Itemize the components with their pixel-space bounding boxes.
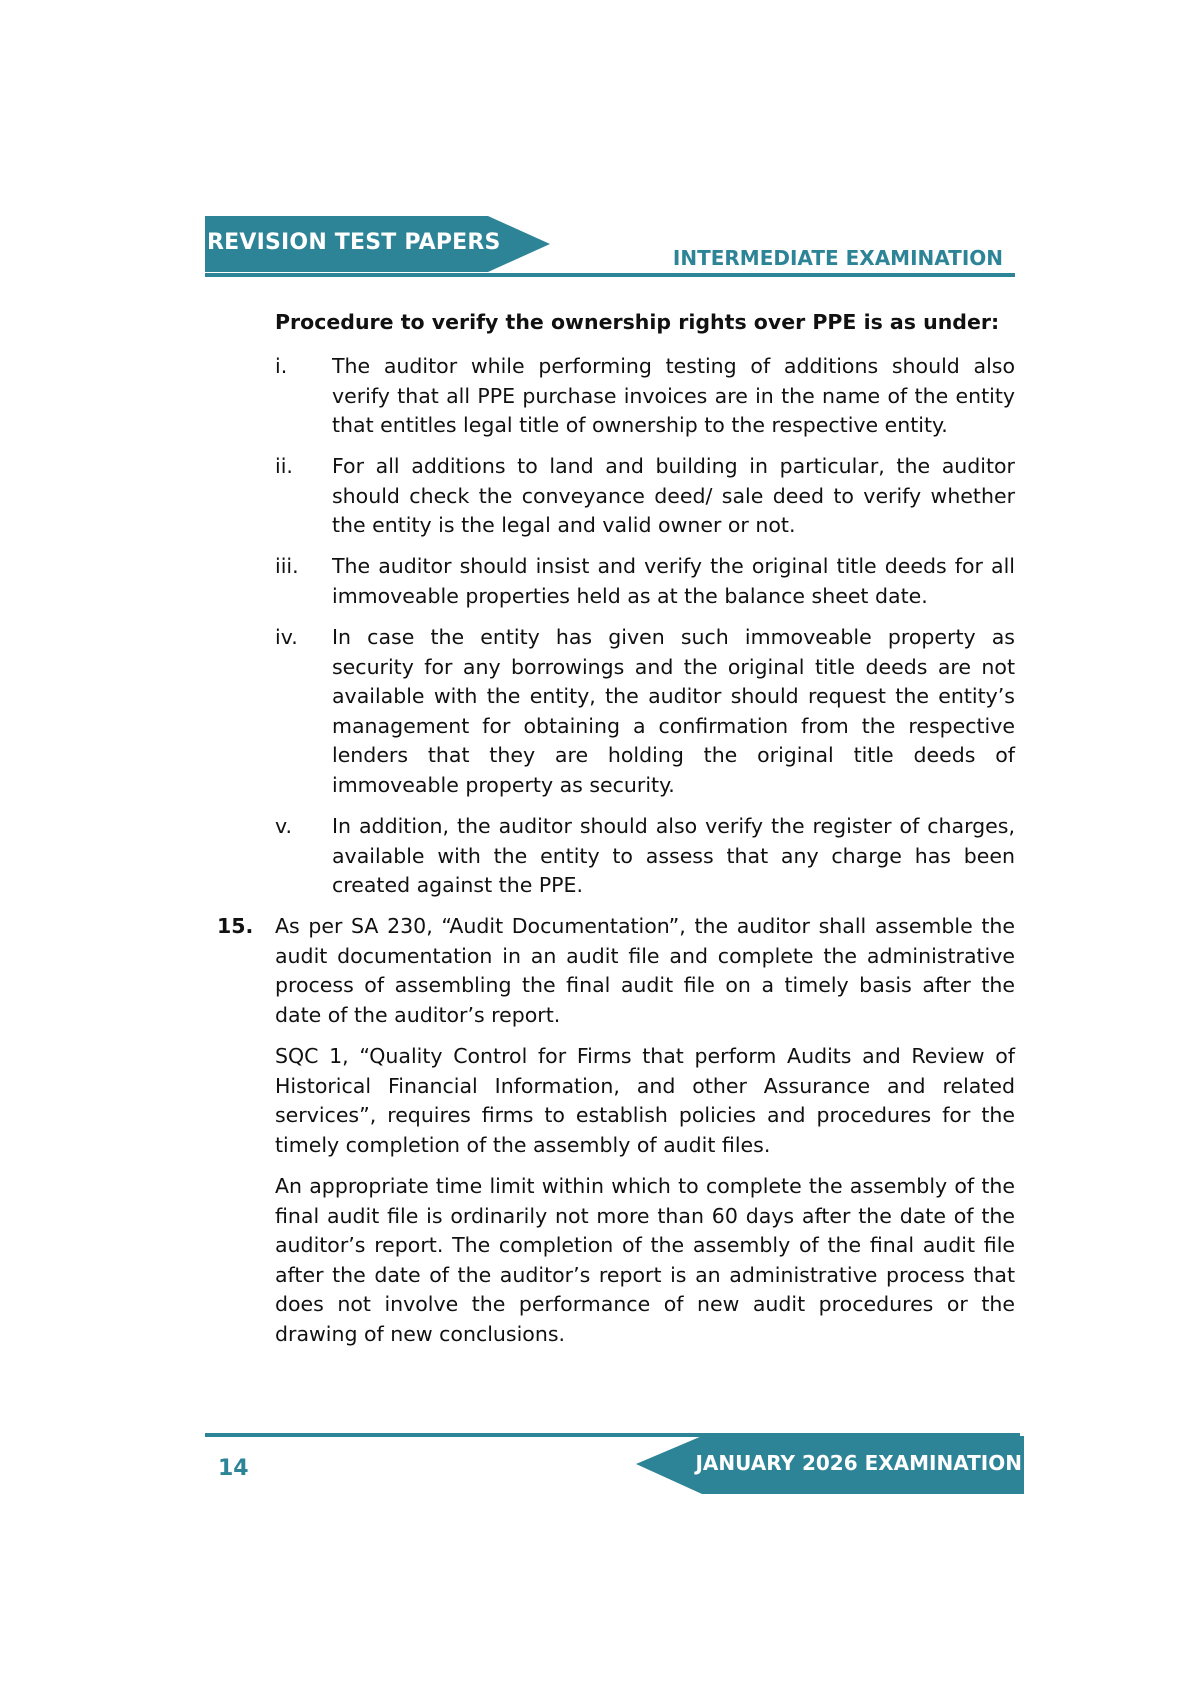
question-number: 15. <box>217 914 254 938</box>
procedure-item-number: iv. <box>275 625 298 649</box>
header-exam-label: INTERMEDIATE EXAMINATION <box>672 246 1003 270</box>
procedure-item <box>275 812 1015 901</box>
footer-exam-label: JANUARY 2026 EXAMINATION <box>695 1451 1022 1475</box>
procedure-item <box>275 352 1015 441</box>
procedure-item <box>275 452 1015 541</box>
question-paragraph: An appropriate time limit within which to complete the assembly of the final audit file is ordinarily not more than 60 days after the date of the auditor’s report. The completion of the assembly of the final audit file after the date of the auditor’s report is an administrative process that does not involve the performance of new audit procedures or the drawing of new conclusions. <box>275 1174 1015 1346</box>
procedure-item-text: For all additions to land and building in particular, the auditor should check the conveyance deed/ sale deed to verify whether the entity is the legal and valid owner or not. <box>332 454 1015 537</box>
procedure-title: Procedure to verify the ownership rights over PPE is as under: <box>275 310 1000 334</box>
question-paragraph: As per SA 230, “Audit Documentation”, the auditor shall assemble the audit documentation in an audit file and complete the administrative process of assembling the final audit file on a timely basis after the date of the auditor’s report. <box>275 914 1015 1027</box>
procedure-item <box>275 552 1015 611</box>
procedure-item-number: ii. <box>275 454 293 478</box>
procedure-item <box>275 623 1015 800</box>
page-number: 14 <box>218 1456 249 1481</box>
question-paragraph: SQC 1, “Quality Control for Firms that perform Audits and Review of Historical Financial Information, and other Assurance and related services”, requires firms to establish policies and procedures for the timely completion of the assembly of audit files. <box>275 1044 1015 1157</box>
procedure-item-text: The auditor while performing testing of additions should also verify that all PPE purchase invoices are in the name of the entity that entitles legal title of ownership to the respective entity. <box>332 354 1015 437</box>
question-15 <box>217 912 1015 1030</box>
header-banner <box>205 216 550 276</box>
procedure-item-text: The auditor should insist and verify the original title deeds for all immoveable properties held as at the balance sheet date. <box>332 554 1015 608</box>
footer-banner <box>636 1434 1024 1494</box>
procedure-item-number: i. <box>275 354 288 378</box>
procedure-item-number: v. <box>275 814 293 838</box>
header-divider <box>205 273 1015 277</box>
header-banner-label: REVISION TEST PAPERS <box>207 230 501 255</box>
procedure-item-text: In case the entity has given such immoveable property as security for any borrowings and the original title deeds are not available with the entity, the auditor should request the entity’s management for obtaining a confirmation from the respective lenders that they are holding the original title deeds of immoveable property as security. <box>332 625 1015 797</box>
procedure-item-number: iii. <box>275 554 299 578</box>
procedure-item-text: In addition, the auditor should also verify the register of charges, available with the entity to assess that any charge has been created against the PPE. <box>332 814 1015 897</box>
